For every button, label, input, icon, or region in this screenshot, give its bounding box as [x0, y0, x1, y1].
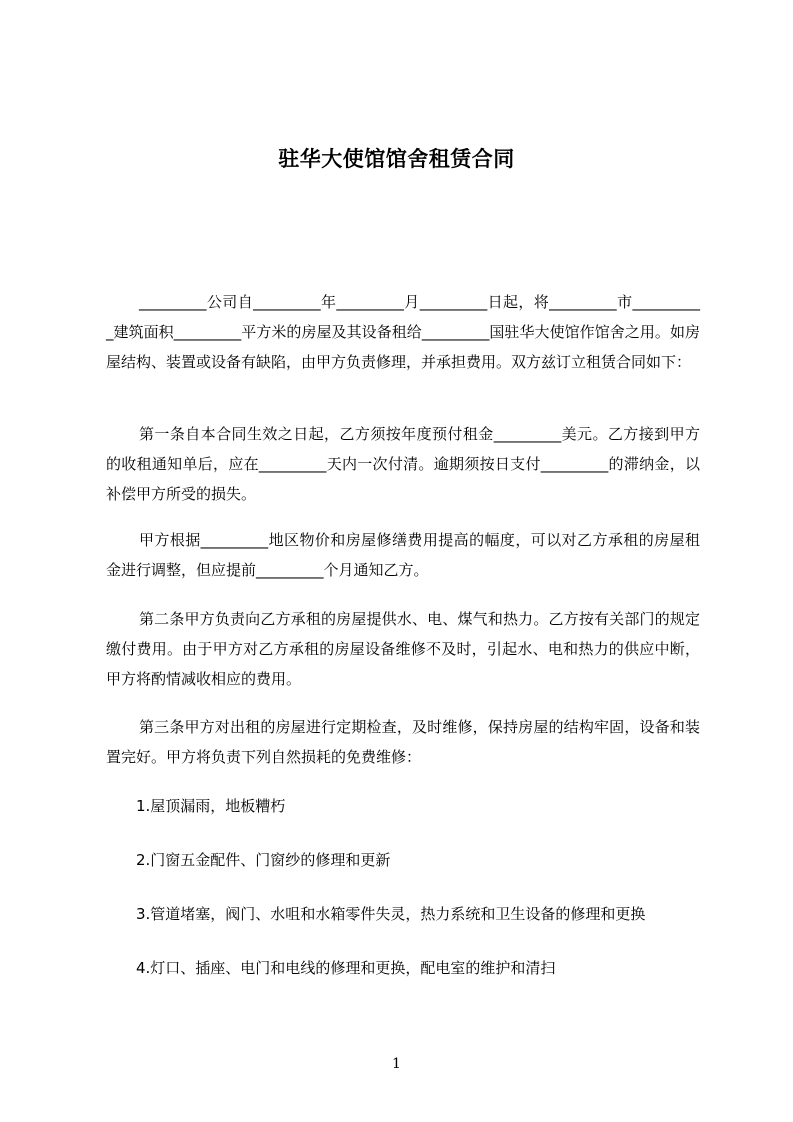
paragraph-rent-adjustment: 甲方根据_________地区物价和房屋修缮费用提高的幅度，可以对乙方承租的房屋租金进行调整，但应提前_________个月通知乙方。 — [106, 531, 700, 579]
list-item: 2.门窗五金配件、门窗纱的修理和更新 — [136, 851, 391, 869]
list-item: 3.管道堵塞，阀门、水咀和水箱零件失灵，热力系统和卫生设备的修理和更换 — [136, 905, 646, 923]
document-title: 驻华大使馆馆舍租赁合同 — [278, 147, 515, 171]
paragraph-article-3: 第三条甲方对出租的房屋进行定期检查，及时维修，保持房屋的结构牢固，设备和装置完好。甲方将负责下列自然损耗的免费维修： — [106, 718, 700, 766]
list-item: 4.灯口、插座、电门和电线的修理和更换，配电室的维护和清扫 — [136, 959, 556, 977]
paragraph-article-2: 第二条甲方负责向乙方承租的房屋提供水、电、煤气和热力。乙方按有关部门的规定缴付费用。由于甲方对乙方承租的房屋设备维修不及时，引起水、电和热力的供应中断，甲方将酌情减收相应的费用。 — [106, 610, 700, 688]
paragraph-article-1: 第一条自本合同生效之日起，乙方须按年度预付租金_________美元。乙方接到甲方的收租通知单后，应在_________天内一次付清。逾期须按日支付_________的滞纳金，以补偿甲方所受的损失。 — [106, 425, 700, 503]
list-item: 1.屋顶漏雨，地板糟朽 — [136, 797, 286, 815]
page-number: 1 — [392, 1056, 401, 1072]
paragraph-intro: _________公司自_________年_________月_________日起，将_________市__________建筑面积_________平方米的房屋及其设备租给_________国驻华大使馆作馆舍之用。如房屋结构、装置或设备有缺陷，由甲方负责修理，并承担费用。双方兹订立租赁合同如下： — [106, 293, 700, 371]
